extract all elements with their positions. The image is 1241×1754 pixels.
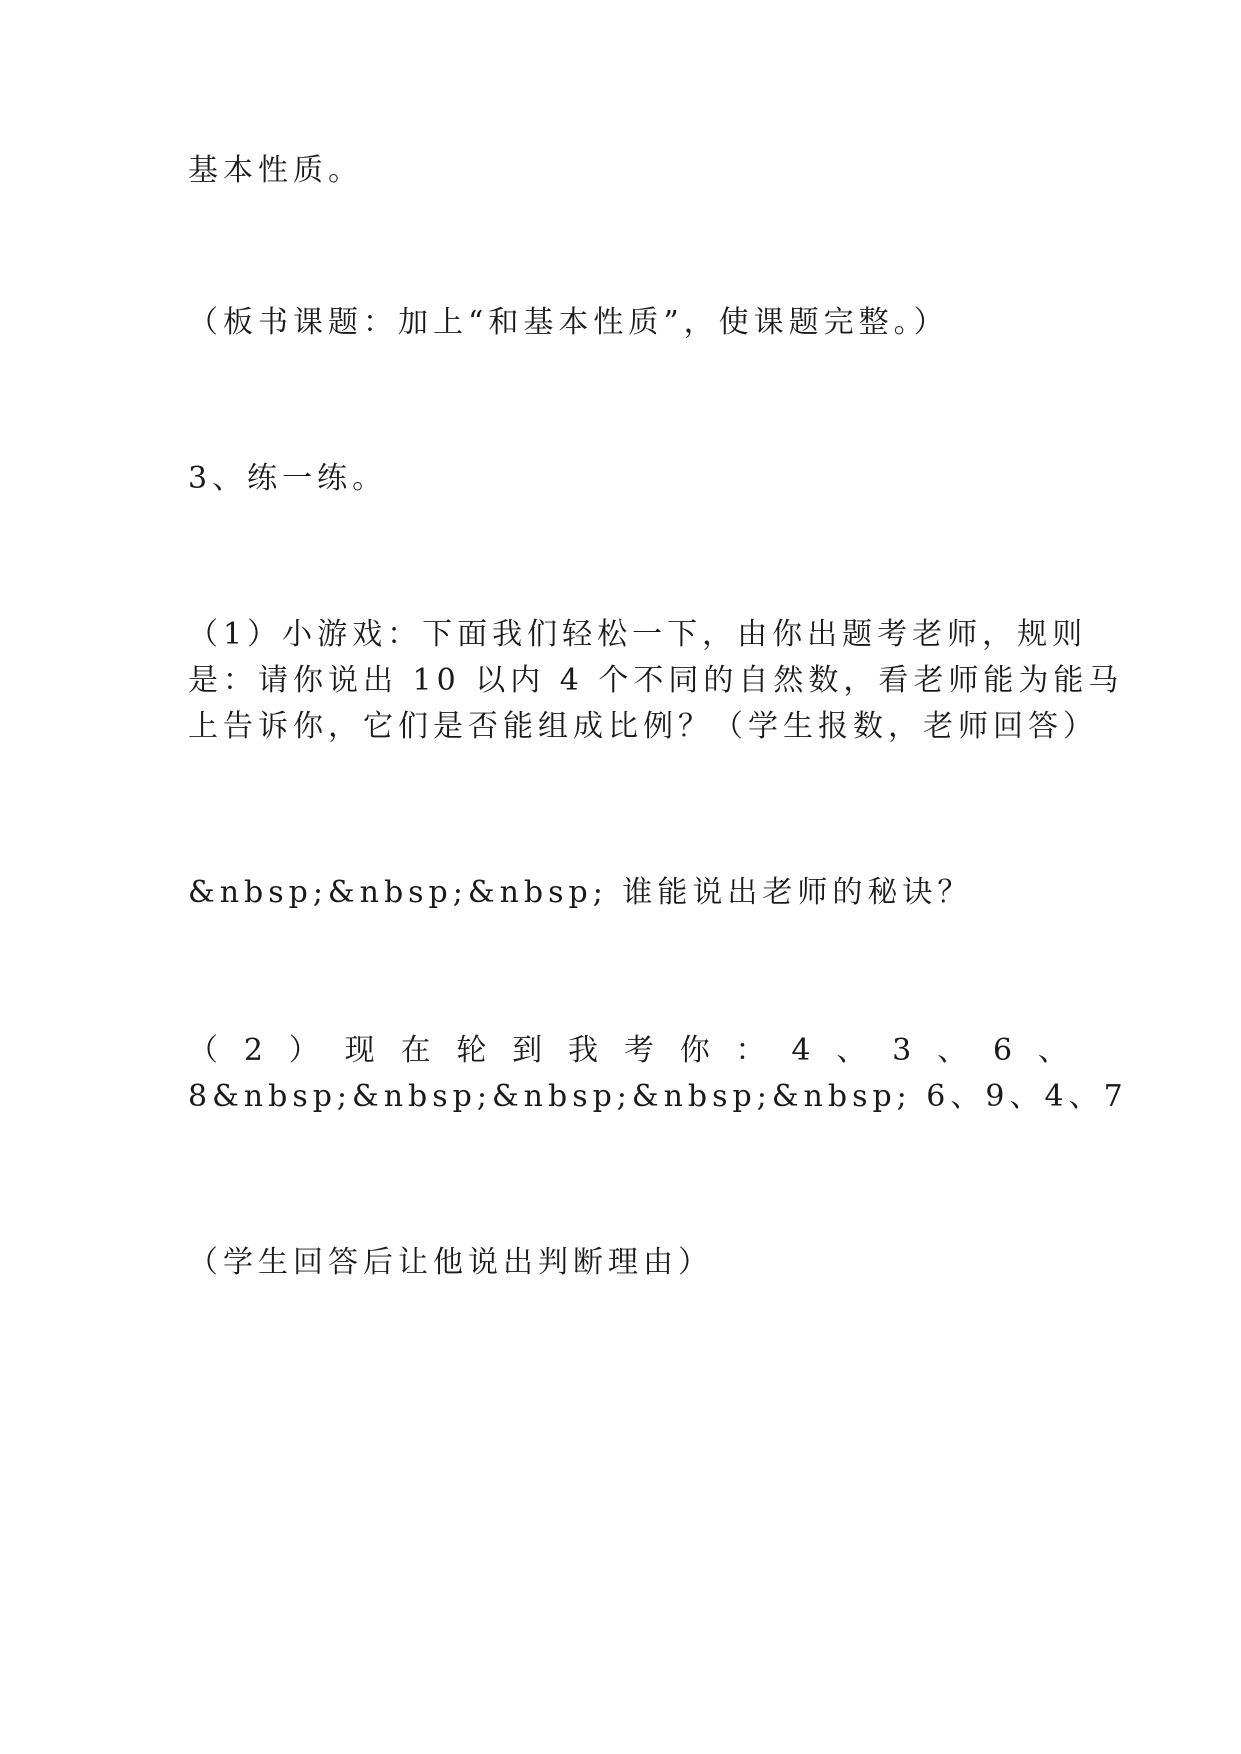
paragraph-test-you [188, 1028, 1128, 1120]
spread-char: 你 [679, 1033, 710, 1068]
spread-char: 2 [243, 1033, 263, 1068]
text-line: （学生回答后让他说出判断理由） [188, 1245, 713, 1280]
spread-char: 、 [937, 1033, 968, 1068]
text-line: 基本性质。 [188, 153, 363, 188]
spread-char: ： [735, 1033, 766, 1068]
spread-char: 、 [1037, 1033, 1068, 1068]
spread-char: 3 [892, 1033, 912, 1068]
text-line: 上告诉你，它们是否能组成比例？（学生报数，老师回答） [188, 709, 1098, 744]
paragraph-mini-game [188, 612, 1124, 750]
text-line: （1）小游戏：下面我们轻松一下，由你出题考老师，规则 [188, 617, 1088, 652]
justified-line [188, 1028, 1068, 1074]
paragraph-basic-property [188, 148, 1068, 194]
paragraph-board-title [188, 300, 1068, 346]
spread-char: 6 [992, 1033, 1013, 1068]
text-line: &nbsp;&nbsp;&nbsp; 谁能说出老师的秘诀？ [188, 875, 973, 910]
spread-char: 轮 [456, 1033, 487, 1068]
spread-char: 在 [400, 1033, 431, 1068]
paragraph-secret-question [188, 870, 1068, 916]
text-line: 8&nbsp;&nbsp;&nbsp;&nbsp;&nbsp; 6、9、4、7 [188, 1079, 1128, 1114]
spread-char: ） [288, 1033, 319, 1068]
spread-char: 现 [344, 1033, 375, 1068]
paragraph-practice-heading [188, 456, 1068, 502]
text-line: 3、练一练。 [188, 461, 388, 496]
spread-char: （ [188, 1033, 218, 1068]
spread-char: 到 [512, 1033, 543, 1068]
paragraph-student-reason [188, 1240, 1068, 1286]
text-line: （板书课题：加上“和基本性质”，使课题完整。） [188, 305, 949, 340]
spread-char: 4 [791, 1033, 811, 1068]
text-line: 是：请你说出 10 以内 4 个不同的自然数，看老师能为能马 [188, 663, 1124, 698]
spread-char: 考 [623, 1033, 654, 1068]
spread-char: 我 [568, 1033, 598, 1068]
spread-char: 、 [836, 1033, 867, 1068]
